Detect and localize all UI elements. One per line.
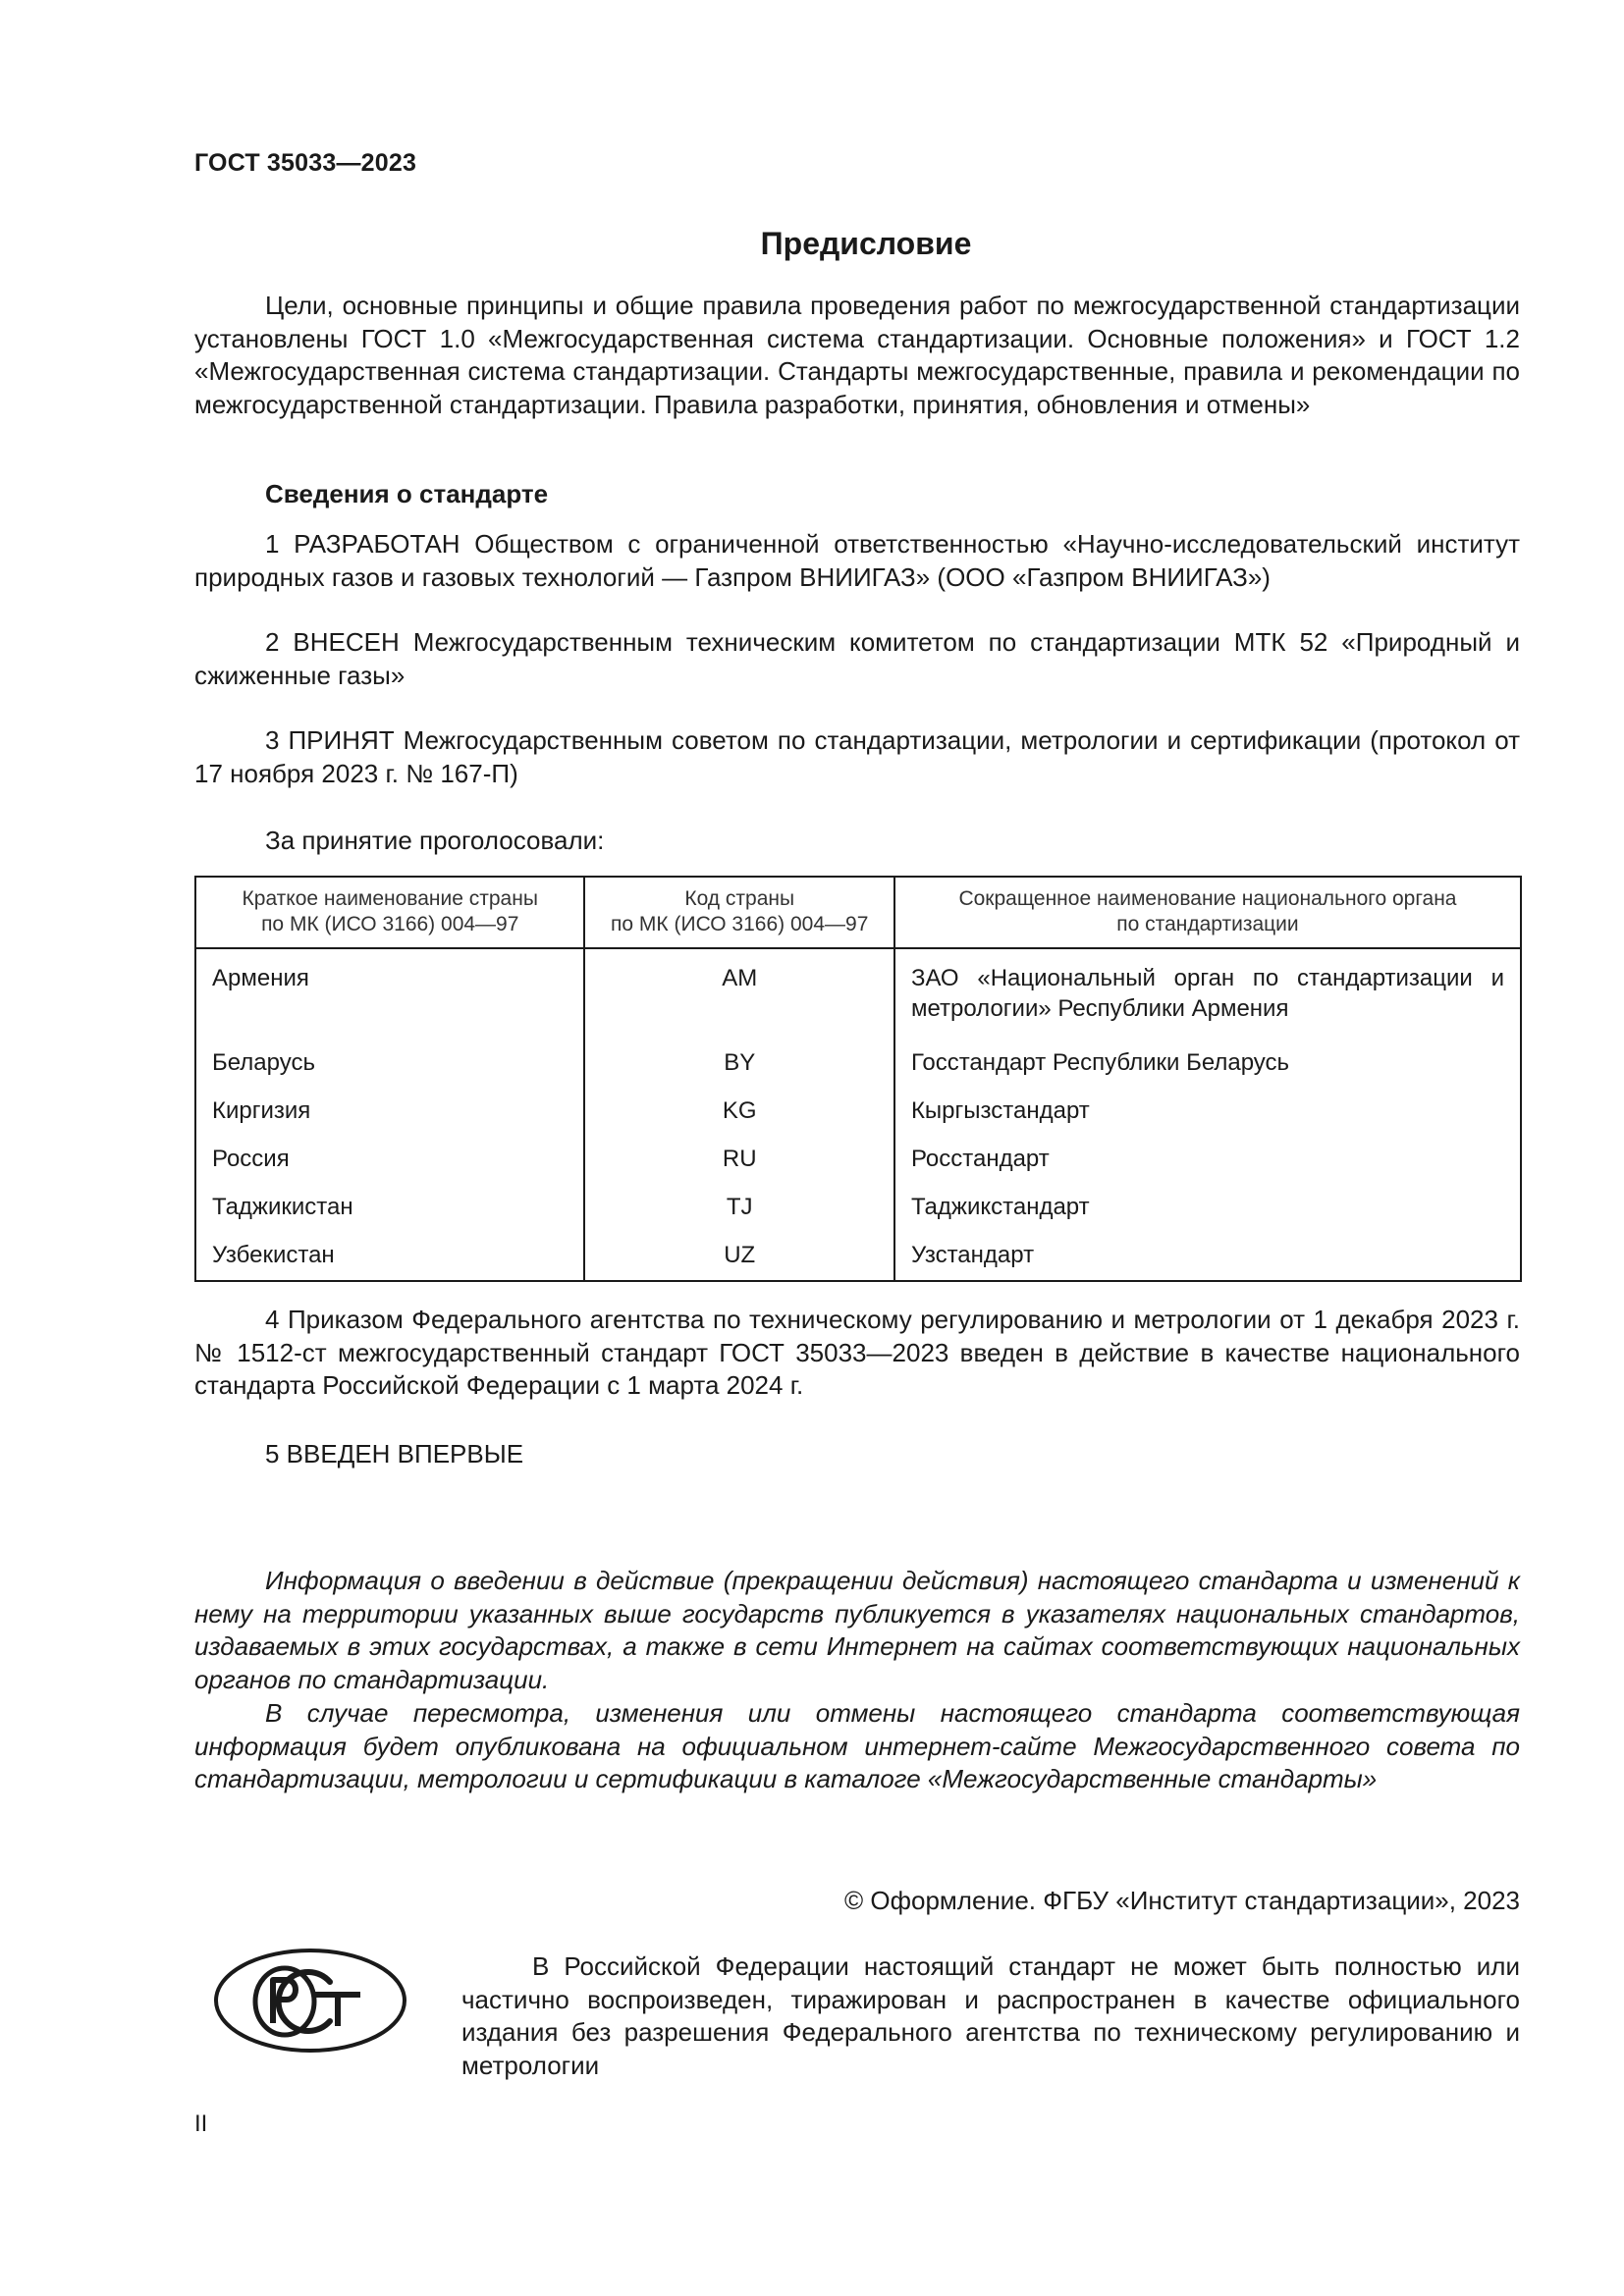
code-cell: UZ: [584, 1234, 893, 1281]
intro-paragraph: Цели, основные принципы и общие правила проведения работ по межгосударственной стандартизации установлены ГОСТ 1.0 «Межгосударственная система стандартизации. Основные положения» и ГОСТ 1.2 «Межгосударственная система стандартизации. Стандарты межгосударственные, правила и рекомендации по межгосударственной стандартизации. Правила разработки, принятия, обновления и отмены»: [194, 291, 1520, 419]
country-cell: Россия: [195, 1138, 584, 1186]
country-cell: Армения: [195, 948, 584, 1041]
rights-notice: В Российской Федерации настоящий стандарт не может быть полностью или частично воспроизведен, тиражирован и распространен в качестве официального издания без разрешения Федерального агентства по техническому регулированию и метрологии: [461, 1951, 1520, 2080]
rst-certification-mark-icon: [212, 1947, 408, 2055]
page-number: II: [194, 2110, 208, 2137]
org-cell: ЗАО «Национальный орган по стандартизации и метрологии» Республики Армения: [894, 948, 1521, 1041]
org-cell: Кыргызстандарт: [894, 1090, 1521, 1138]
member-states-table: [194, 876, 1522, 1282]
code-cell: RU: [584, 1138, 893, 1186]
code-cell: KG: [584, 1090, 893, 1138]
column-header-org: Сокращенное наименование национального органа по стандартизации: [894, 877, 1521, 948]
country-cell: Беларусь: [195, 1041, 584, 1090]
notice-paragraph-1: Информация о введении в действие (прекращении действия) настоящего стандарта и изменений к нему на территории указанных выше государств публикуется в указателях национальных стандартов, издаваемых в этих государствах, а также в сети Интернет на сайтах соответствующих национальных органов по стандартизации.: [194, 1566, 1520, 1694]
item-adopted: 3 ПРИНЯТ Межгосударственным советом по стандартизации, метрологии и сертификации (протокол от 17 ноября 2023 г. № 167-П): [194, 725, 1520, 788]
country-cell: Киргизия: [195, 1090, 584, 1138]
country-cell: Таджикистан: [195, 1186, 584, 1234]
column-header-country: Краткое наименование страны по МК (ИСО 3166) 004—97: [195, 877, 584, 948]
code-cell: AM: [584, 948, 893, 1041]
item-first-time: 5 ВВЕДЕН ВПЕРВЫЕ: [265, 1439, 524, 1468]
info-heading: Сведения о стандарте: [265, 479, 549, 508]
document-code: ГОСТ 35033—2023: [194, 149, 417, 177]
org-cell: Госстандарт Республики Беларусь: [894, 1041, 1521, 1090]
org-cell: Росстандарт: [894, 1138, 1521, 1186]
item-order: 4 Приказом Федерального агентства по техническому регулированию и метрологии от 1 декабря 2023 г. № 1512-ст межгосударственный стандарт ГОСТ 35033—2023 введен в действие в качестве национального стандарта Российской Федерации с 1 марта 2024 г.: [194, 1305, 1520, 1400]
table-row: [195, 1234, 1521, 1281]
column-header-code: Код страны по МК (ИСО 3166) 004—97: [584, 877, 893, 948]
table-row: [195, 1041, 1521, 1090]
table-row: [195, 1186, 1521, 1234]
copyright-line: © Оформление. ФГБУ «Институт стандартизации», 2023: [844, 1886, 1520, 1915]
item-developed: 1 РАЗРАБОТАН Обществом с ограниченной ответственностью «Научно-исследовательский институт природных газов и газовых технологий — Газпром ВНИИГАЗ» (ООО «Газпром ВНИИГАЗ»): [194, 529, 1520, 592]
table-header-row: [195, 877, 1521, 948]
notice-paragraph-2: В случае пересмотра, изменения или отмены настоящего стандарта соответствующая информация будет опубликована на официальном интернет-сайте Межгосударственного совета по стандартизации, метрологии и сертификации в каталоге «Межгосударственные стандарты»: [194, 1698, 1520, 1793]
table-row: [195, 948, 1521, 1041]
table-row: [195, 1090, 1521, 1138]
country-cell: Узбекистан: [195, 1234, 584, 1281]
org-cell: Таджикстандарт: [894, 1186, 1521, 1234]
voted-label: За принятие проголосовали:: [265, 826, 605, 855]
table-row: [195, 1138, 1521, 1186]
code-cell: TJ: [584, 1186, 893, 1234]
document-page: [194, 0, 1520, 2296]
org-cell: Узстандарт: [894, 1234, 1521, 1281]
item-introduced: 2 ВНЕСЕН Межгосударственным техническим комитетом по стандартизации МТК 52 «Природный и сжиженные газы»: [194, 627, 1520, 690]
page-title: Предисловие: [760, 226, 972, 261]
code-cell: BY: [584, 1041, 893, 1090]
